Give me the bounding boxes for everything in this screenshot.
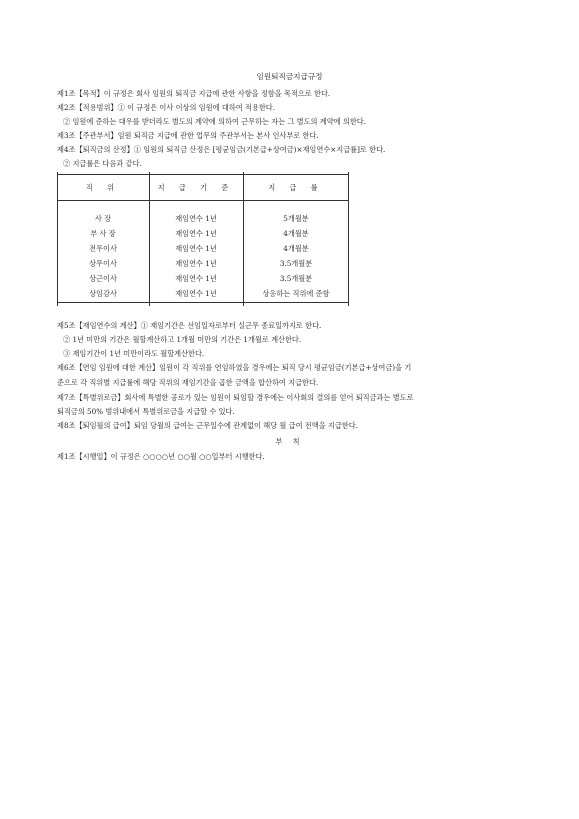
article-4-clause-2: ② 지급률은 다음과 같다. <box>63 159 142 168</box>
header-position: 직 위 <box>85 183 121 192</box>
article-6-line-1: 제6조【연임 임원에 대한 계산】임원이 각 직위를 연임하였을 경우에는 퇴직 당시 평균임금(기본급+상여금)을 기 <box>57 363 412 372</box>
article-2-clause-2: ② 임원에 준하는 대우를 받더라도 별도의 계약에 의하여 근무하는 자는 그 별도의 계약에 의한다. <box>63 117 367 126</box>
article-5-clause-3: ③ 재임기간이 1년 미만이라도 월할계산한다. <box>63 349 205 358</box>
table-cell-rate: 상응하는 직위에 준함 <box>262 289 330 298</box>
table-cell-rate: 3.5개월분 <box>279 274 313 283</box>
table-cell-position: 상무이사 <box>89 259 117 268</box>
document-title: 임원퇴직금지급규정 <box>256 72 323 81</box>
table-cell-position: 상임감사 <box>89 289 117 298</box>
table-border-left <box>57 172 58 306</box>
header-criterion: 지 급 기 준 <box>157 183 235 192</box>
article-1: 제1조【목적】이 규정은 회사 임원의 퇴직금 지급에 관한 사항을 정함을 목적으로 한다. <box>57 89 331 98</box>
article-5-clause-2: ② 1년 미만의 기간은 월할계산하고 1개월 미만의 기간은 1개월로 계산한다. <box>63 335 302 344</box>
article-3: 제3조【주관부서】임원 퇴직금 지급에 관한 업무의 주관부서는 본사 인사부로 한다. <box>57 131 319 140</box>
rate-table <box>57 172 349 306</box>
table-cell-criterion: 재임연수 1년 <box>175 244 217 253</box>
table-cell-rate: 4개월분 <box>283 244 309 253</box>
table-cell-position: 상근이사 <box>89 274 117 283</box>
table-cell-rate: 4개월분 <box>283 229 309 238</box>
article-6-line-2: 준으로 각 직위별 지급률에 해당 직위의 재임기간을 곱한 금액을 합산하여 지급한다. <box>57 378 319 387</box>
table-cell-rate: 5개월분 <box>283 214 309 223</box>
table-cell-rate: 3.5개월분 <box>279 259 313 268</box>
supplementary-article-1: 제1조【시행일】이 규정은 ○○○○년 ○○월 ○○일부터 시행한다. <box>57 452 265 461</box>
header-rate: 지 급 률 <box>268 183 324 192</box>
table-cell-position: 부 사 장 <box>90 229 116 238</box>
article-7-line-2: 퇴직금의 50% 범위내에서 특별위로금을 지급할 수 있다. <box>57 407 235 416</box>
table-cell-position: 전무이사 <box>89 244 117 253</box>
table-border-right <box>348 172 349 306</box>
article-5-clause-1: 제5조【재임연수의 계산】① 재임기간은 선임일자로부터 실근무 종료일까지로 한다. <box>57 321 322 330</box>
table-cell-criterion: 재임연수 1년 <box>175 274 217 283</box>
table-cell-criterion: 재임연수 1년 <box>175 289 217 298</box>
table-cell-position: 사 장 <box>94 214 112 223</box>
table-column-divider-1 <box>149 172 150 306</box>
table-cell-criterion: 재임연수 1년 <box>175 229 217 238</box>
table-cell-criterion: 재임연수 1년 <box>175 259 217 268</box>
article-4-clause-1: 제4조【퇴직금의 산정】① 임원의 퇴직금 산정은 [평균임금(기본급+상여금)×재임연수×지급률]로 한다. <box>57 145 386 154</box>
table-cell-criterion: 재임연수 1년 <box>175 214 217 223</box>
article-8: 제8조【퇴임월의 급여】퇴임 당월의 급여는 근무일수에 관계없이 해당 월 급여 전액을 지급한다. <box>57 421 358 430</box>
table-border-bottom <box>57 302 349 303</box>
table-column-divider-2 <box>243 172 244 306</box>
table-border-top <box>57 174 349 175</box>
table-header-divider <box>57 200 349 201</box>
supplementary-title: 부 칙 <box>275 437 304 446</box>
article-2-clause-1: 제2조【적용범위】① 이 규정은 이사 이상의 임원에 대하여 적용한다. <box>57 103 275 112</box>
article-7-line-1: 제7조【특별위로금】회사에 특별한 공로가 있는 임원이 퇴임할 경우에는 이사회의 결의를 얻어 퇴직금과는 별도로 <box>57 393 414 402</box>
